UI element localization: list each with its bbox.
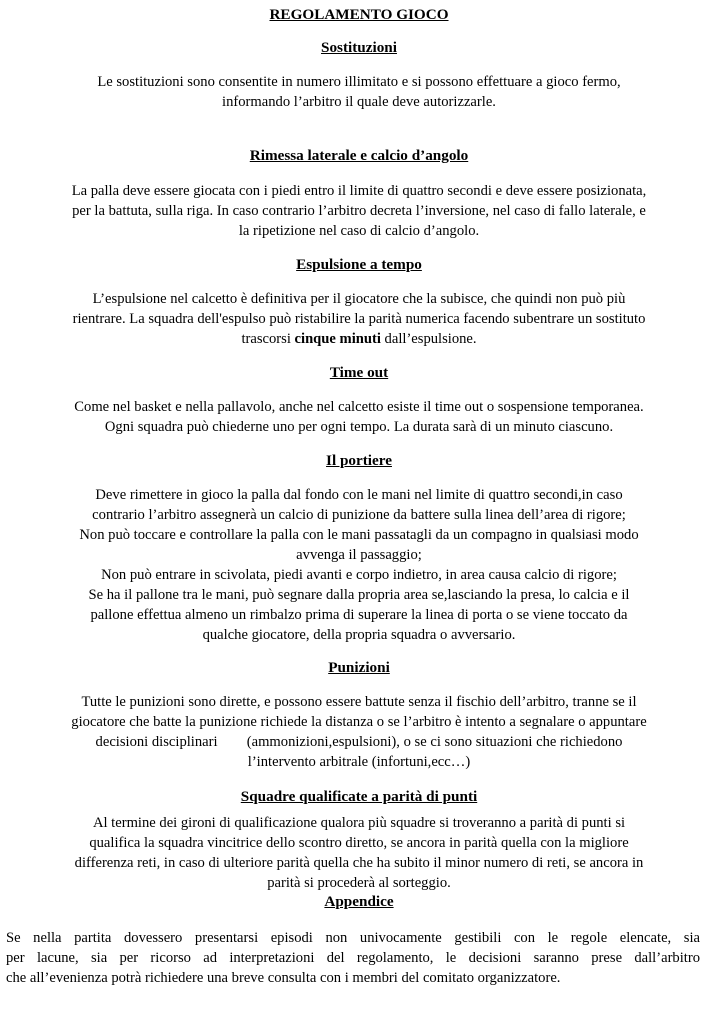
text-line: qualche giocatore, della propria squadra o avversario. — [202, 627, 516, 643]
paragraph-espulsione-a-tempo — [0, 289, 718, 349]
text-line: la ripetizione nel caso di calcio d’angolo. — [238, 223, 480, 239]
text-line: L’espulsione nel calcetto è definitiva per il giocatore che la subisce, che quindi non può più — [92, 291, 626, 307]
text-line: contrario l’arbitro assegnerà un calcio di punizione da battere sulla linea dell’area di rigore; — [92, 507, 626, 523]
text-line: Se nella partita dovessero presentarsi episodi non univocamente gestibili con le regole elencate, sia — [6, 930, 700, 946]
text-line: per la battuta, sulla riga. In caso contrario l’arbitro decreta l’inversione, nel caso di fallo laterale, e — [72, 203, 646, 219]
heading-espulsione-a-tempo: Espulsione a tempo — [296, 256, 422, 273]
text-run: trascorsi — [241, 331, 295, 347]
text-line: Come nel basket e nella pallavolo, anche nel calcetto esiste il time out o sospensione temporanea. — [74, 399, 644, 415]
paragraph-appendice — [6, 928, 700, 988]
heading-punizioni: Punizioni — [328, 659, 390, 676]
text-line: rientrare. La squadra dell'espulso può ristabilire la parità numerica facendo subentrare un sostituto — [72, 311, 646, 327]
text-line: qualifica la squadra vincitrice dello scontro diretto, se ancora in parità quella con la migliore — [89, 835, 629, 851]
text-line: informando l’arbitro il quale deve autorizzarle. — [222, 94, 496, 110]
text-run: dall’espulsione. — [380, 331, 477, 347]
text-line: Non può toccare e controllare la palla con le mani passatagli da un compagno in qualsiasi modo — [79, 527, 639, 543]
text-line: Deve rimettere in gioco la palla dal fondo con le mani nel limite di quattro secondi,in caso — [95, 487, 623, 503]
paragraph-sostituzioni — [0, 72, 718, 112]
heading-squadre-qualificate: Squadre qualificate a parità di punti — [240, 788, 478, 805]
text-line: decisioni disciplinari (ammonizioni,espulsioni), o se ci sono situazioni che richiedono — [95, 734, 623, 750]
heading-rimessa-laterale: Rimessa laterale e calcio d’angolo — [249, 147, 469, 164]
document-title: REGOLAMENTO GIOCO — [269, 6, 449, 23]
text-line: giocatore che batte la punizione richiede la distanza o se l’arbitro è intento a segnalare o appuntare — [71, 714, 647, 730]
heading-sostituzioni: Sostituzioni — [321, 39, 397, 56]
text-line: Al termine dei gironi di qualificazione qualora più squadre si troveranno a parità di punti si — [92, 815, 626, 831]
text-line: avvenga il passaggio; — [296, 547, 422, 563]
heading-il-portiere: Il portiere — [326, 452, 392, 469]
text-line: pallone effettua almeno un rimbalzo prima di superare la linea di porta o se viene toccato da — [90, 607, 628, 623]
paragraph-time-out — [0, 397, 718, 437]
text-line: per lacune, sia per ricorso ad interpretazioni del regolamento, le decisioni saranno prese dall’arbitro — [6, 950, 700, 966]
text-line: La palla deve essere giocata con i piedi entro il limite di quattro secondi e deve essere posizionata, — [71, 183, 647, 199]
text-line: Le sostituzioni sono consentite in numero illimitato e si possono effettuare a gioco fermo, — [97, 74, 621, 90]
text-line: Se ha il pallone tra le mani, può segnare dalla propria area se,lasciando la presa, lo calcia e il — [88, 587, 630, 603]
text-line: che all’evenienza potrà richiedere una breve consulta con i membri del comitato organizzatore. — [6, 970, 561, 986]
paragraph-squadre-qualificate — [0, 813, 718, 893]
paragraph-rimessa-laterale — [0, 181, 718, 241]
paragraph-il-portiere — [0, 485, 718, 645]
heading-time-out: Time out — [329, 364, 389, 381]
text-line: Ogni squadra può chiederne uno per ogni tempo. La durata sarà di un minuto ciascuno. — [104, 419, 614, 435]
text-line: differenza reti, in caso di ulteriore parità quella che ha subito il minor numero di reti, se ancora in — [74, 855, 644, 871]
paragraph-punizioni — [0, 692, 718, 772]
text-line: Non può entrare in scivolata, piedi avanti e corpo indietro, in area causa calcio di rigore; — [101, 567, 617, 583]
text-line: parità si procederà al sorteggio. — [267, 875, 451, 891]
heading-appendice: Appendice — [324, 893, 394, 910]
text-line: Tutte le punizioni sono dirette, e possono essere battute senza il fischio dell’arbitro, tranne se il — [81, 694, 637, 710]
text-line — [0, 329, 718, 349]
text-line: l’intervento arbitrale (infortuni,ecc…) — [247, 754, 471, 770]
bold-text-cinque-minuti: cinque minuti — [294, 331, 381, 347]
